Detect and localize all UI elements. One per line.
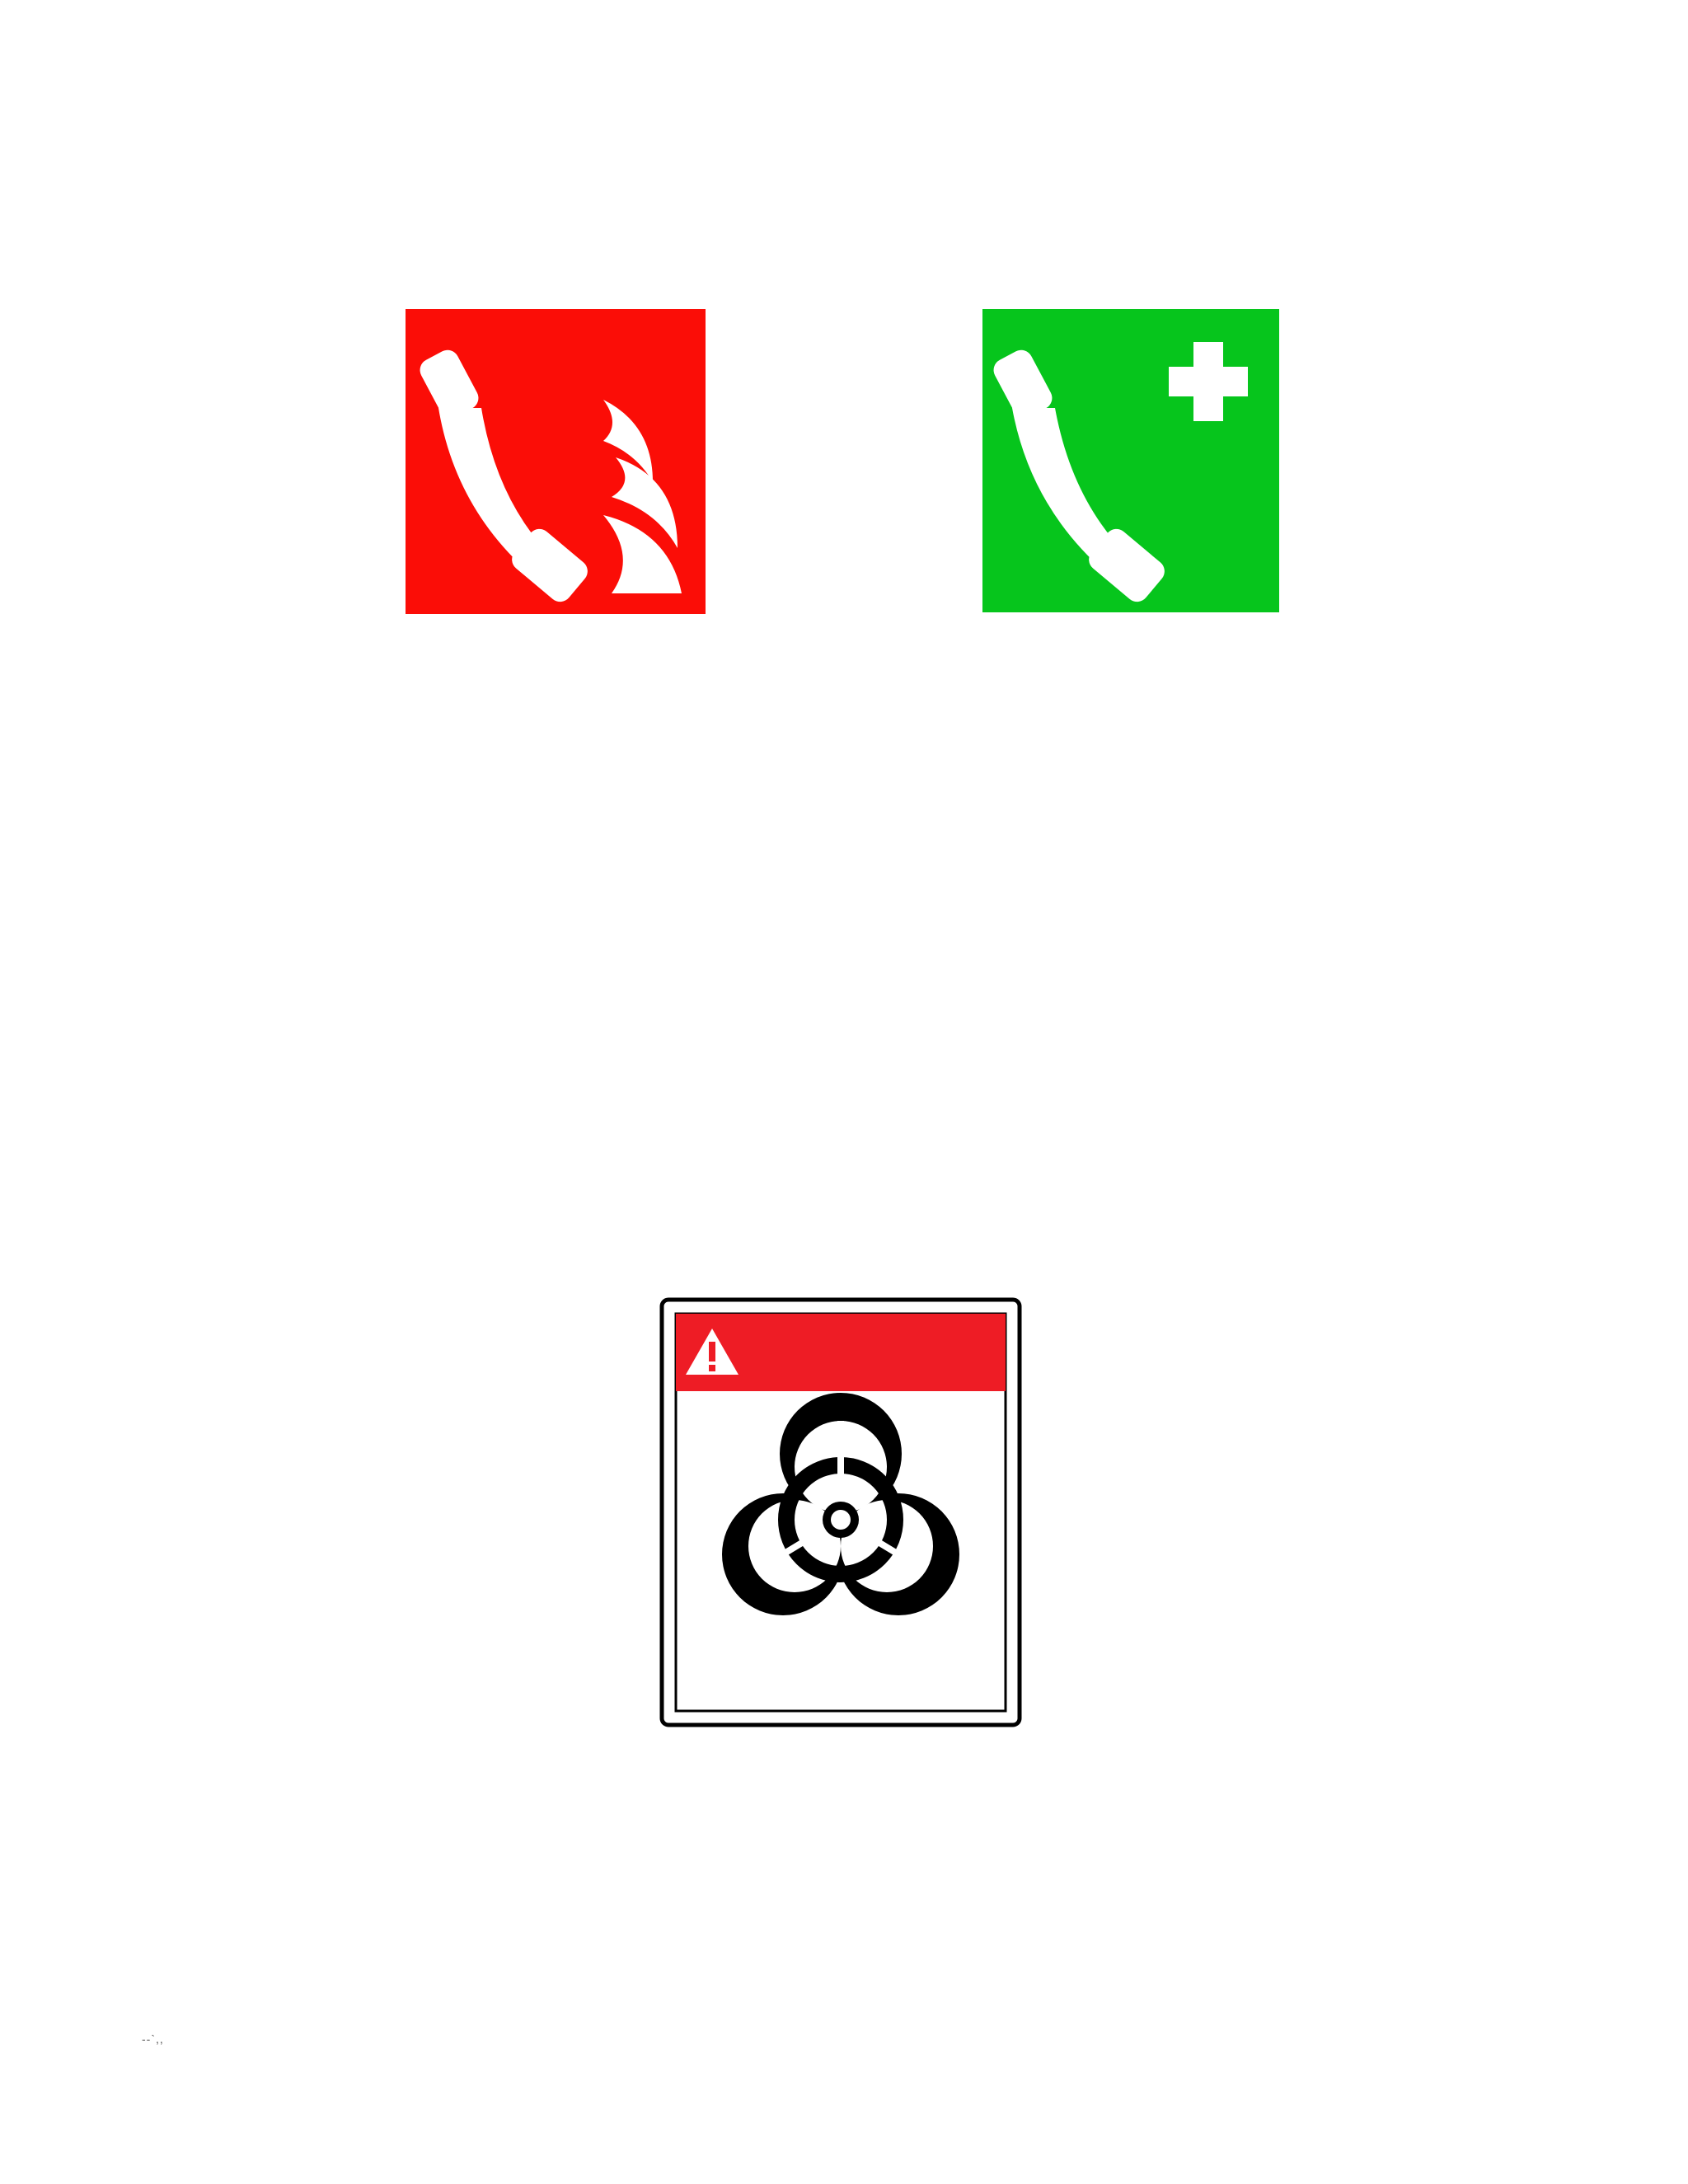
phone-flame-icon <box>406 309 706 614</box>
first-aid-emergency-phone-sign <box>982 309 1279 612</box>
decorative-dotted-line: --`,, <box>142 2032 164 2046</box>
danger-sign-graphic <box>659 1297 1022 1727</box>
section-heading <box>198 827 242 857</box>
phone-cross-icon <box>982 309 1279 612</box>
fire-emergency-phone-sign <box>406 309 706 614</box>
biohazard-danger-sign <box>659 1297 1022 1727</box>
